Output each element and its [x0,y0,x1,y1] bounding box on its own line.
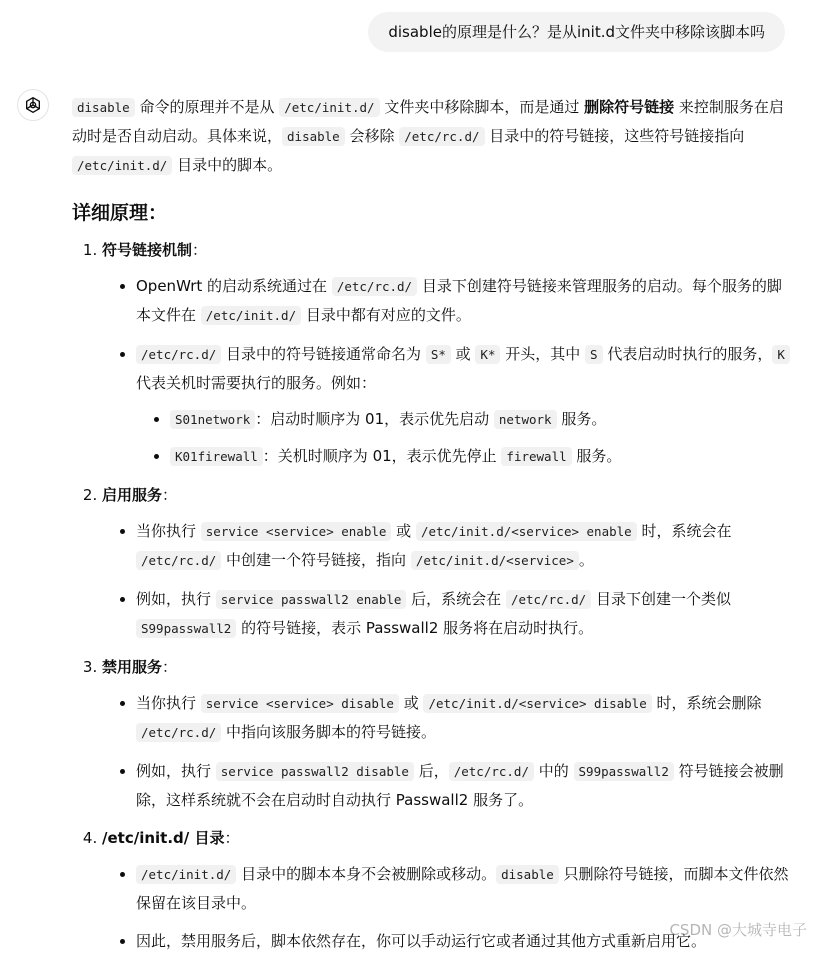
assistant-message [72,93,790,965]
bullet-item: • 例如，执行 service passwall2 disable 后， /etc/rc.d/ 中的 S99passwall2 符号链接会被删除，这样系统就不会在启动时自动执行 Passwall2 服务了。 [136,757,790,814]
list-item-initd: 4. /etc/init.d/ 目录： • /etc/init.d/ 目录中的脚本本身不会被删除或移动。 disable 只删除符号链接，而脚本文件依然保留在该目录中。 • 因此，禁用服务后，脚本依然存在，你可以手动运行它或者通过其他方式重新启用它。 [102,824,790,955]
sub-bullet-item: • S01network ：启动时顺序为 01，表示优先启动 network 服务。 [170,405,790,434]
openai-logo-icon [23,95,43,115]
bullet-item: • /etc/init.d/ 目录中的脚本本身不会被删除或移动。 disable 只删除符号链接，而脚本文件依然保留在该目录中。 [136,860,790,917]
bullet-item: • 当你执行 service <service> disable 或 /etc/init.d/<service> disable 时，系统会删除 /etc/rc.d/ 中指向该服务脚本的符号链接。 [136,689,790,747]
principle-list [72,236,790,955]
watermark: CSDN @大城寺电子 [669,921,807,939]
user-message-bubble: disable的原理是什么？是从init.d文件夹中移除该脚本吗 [368,12,785,52]
intro-paragraph: disable 命令的原理并不是从 /etc/init.d/ 文件夹中移除脚本，而是通过 删除符号链接 来控制服务在启动时是否自动启动。具体来说， disable 会移除 /etc/rc.d/ 目录中的符号链接，这些符号链接指向 /etc/init.d/ 目录中的脚本。 [72,98,784,174]
bullet-item: • 当你执行 service <service> enable 或 /etc/init.d/<service> enable 时，系统会在 /etc/rc.d/ 中创建一个符号链接，指向 /etc/init.d/<service> 。 [136,517,790,575]
bullet-item: • 例如，执行 service passwall2 enable 后，系统会在 /etc/rc.d/ 目录下创建一个类似 S99passwall2 的符号链接，表示 Passwall2 服务将在启动时执行。 [136,585,790,643]
list-item-symlink: 1. 符号链接机制： • OpenWrt 的启动系统通过在 /etc/rc.d/ 目录下创建符号链接来管理服务的启动。每个服务的脚本文件在 /etc/init.d/ 目录中都有对应的文件。 • /etc/rc.d/ 目录中的符号链接通常命名为 S* 或 K* 开头，其中 S 代表启动时执行的服务， K 代表关机时需要执行的服务。例如： • S01network ：启动时顺序为 01，表示优先启动 network 服务。 • K01firewall ：关机时顺序为 01，表示优先停止 firewall 服务。 [102,236,790,471]
sub-bullet-item: • K01firewall ：关机时顺序为 01，表示优先停止 firewall 服务。 [170,442,790,471]
bullet-item: • 因此，禁用服务后，脚本依然存在，你可以手动运行它或者通过其他方式重新启用它。 [136,927,790,955]
section-heading: 详细原理： [72,202,168,224]
assistant-avatar [17,89,49,121]
bullet-item: • /etc/rc.d/ 目录中的符号链接通常命名为 S* 或 K* 开头，其中 S 代表启动时执行的服务， K 代表关机时需要执行的服务。例如： • S01network ：启动时顺序为 01，表示优先启动 network 服务。 • K01firewall ：关机时顺序为 01，表示优先停止 firewall 服务。 [136,340,790,471]
list-item-disable: 3. 禁用服务： • 当你执行 service <service> disable 或 /etc/init.d/<service> disable 时，系统会删除 /etc/rc.d/ 中指向该服务脚本的符号链接。 • 例如，执行 service passwall2 disable 后， /etc/rc.d/ 中的 S99passwall2 符号链接会被删除，这样系统就不会在启动时自动执行 Passwall2 服务了。 [102,653,790,814]
list-item-enable: 2. 启用服务： • 当你执行 service <service> enable 或 /etc/init.d/<service> enable 时，系统会在 /etc/rc.d/ 中创建一个符号链接，指向 /etc/init.d/<service> 。 • 例如，执行 service passwall2 enable 后，系统会在 /etc/rc.d/ 目录下创建一个类似 S99passwall2 的符号链接，表示 Passwall2 服务将在启动时执行。 [102,481,790,643]
bullet-item: • OpenWrt 的启动系统通过在 /etc/rc.d/ 目录下创建符号链接来管理服务的启动。每个服务的脚本文件在 /etc/init.d/ 目录中都有对应的文件。 [136,272,790,330]
